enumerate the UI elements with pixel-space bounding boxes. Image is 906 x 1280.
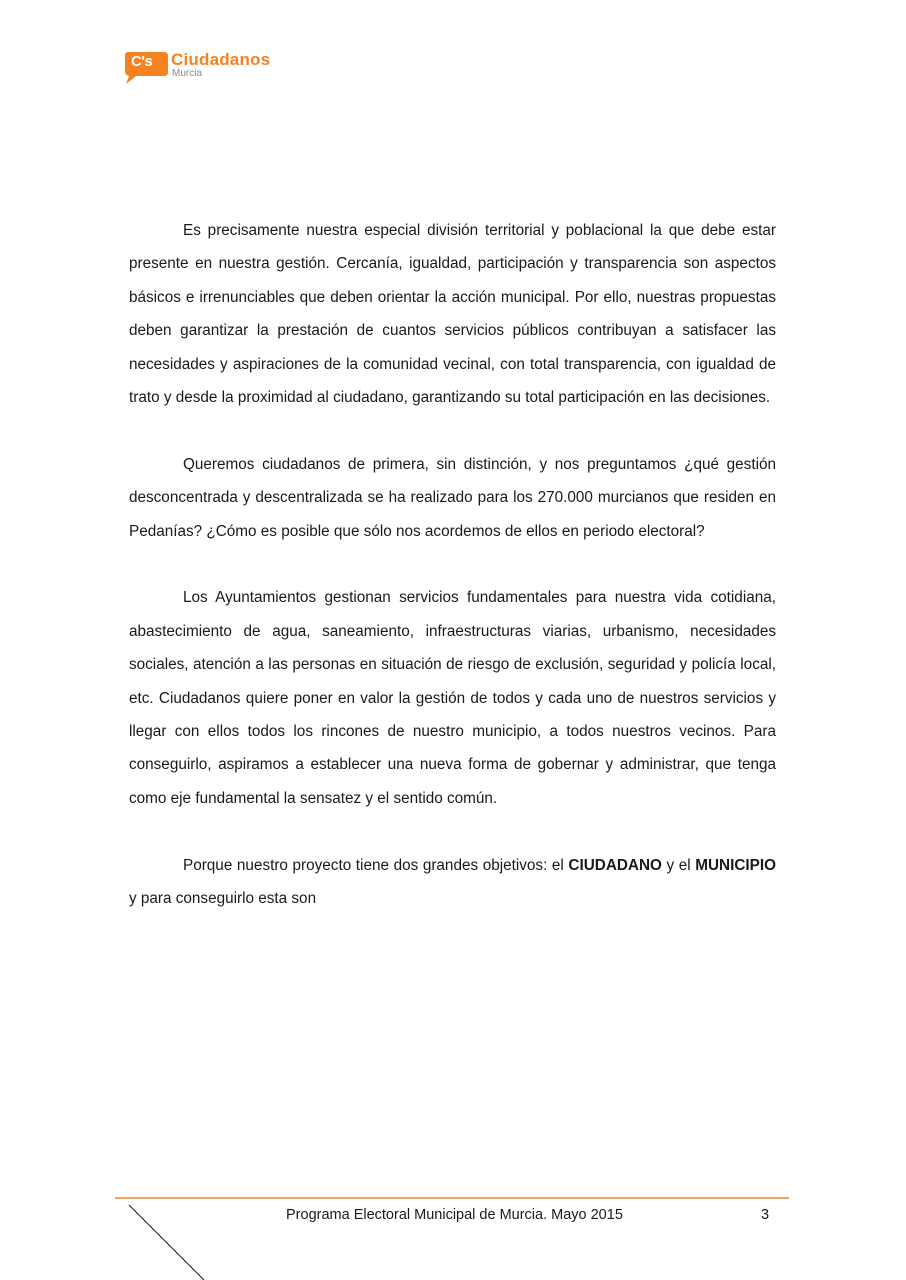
- footer-text: Programa Electoral Municipal de Murcia. Mayo 2015: [286, 1207, 623, 1223]
- logo-subtitle: Murcia: [172, 68, 203, 79]
- paragraph-4-part-2: y el: [661, 856, 696, 874]
- page-number: 3: [761, 1207, 770, 1223]
- paragraph-1: Es precisamente nuestra especial división territorial y poblacional la que debe estar presente en nuestra gestión. Cercanía, igualdad, participación y transparencia son aspectos básicos e irrenunciables que deben orientar la acción municipal. Por ello, nuestras propuestas deben garantizar la prestación de cuantos servicios públicos contribuyan a satisfacer las necesidades y aspiraciones de la comunidad vecinal, con total transparencia, con igualdad de trato y desde la proximidad al ciudadano, garantizando su total participación en las decisiones.: [129, 222, 776, 407]
- paragraph-3: Los Ayuntamientos gestionan servicios fundamentales para nuestra vida cotidiana, abastecimiento de agua, saneamiento, infraestructuras viarias, urbanismo, necesidades sociales, atención a las personas en situación de riesgo de exclusión, seguridad y policía local, etc. Ciudadanos quiere poner en valor la gestión de todos y cada uno de nuestros servicios y llegar con ellos todos los rincones de nuestro municipio, a todos nuestros vecinos. Para conseguirlo, aspiramos a establecer una nueva forma de gobernar y administrar, que tenga como eje fundamental la sensatez y el sentido común.: [129, 589, 776, 807]
- logo-mark: C's: [131, 53, 153, 70]
- paragraph-2: Queremos ciudadanos de primera, sin distinción, y nos preguntamos ¿qué gestión desconcentrada y descentralizada se ha realizado para los 270.000 murcianos que residen en Pedanías? ¿Cómo es posible que sólo nos acordemos de ellos en periodo electoral?: [129, 455, 776, 540]
- paragraph-4-part-3: y para conseguirlo esta son: [129, 890, 317, 908]
- bold-municipio: MUNICIPIO: [695, 856, 776, 874]
- bold-ciudadano: CIUDADANO: [568, 856, 662, 874]
- logo-name: Ciudadanos: [171, 50, 271, 69]
- paragraph-4-part-1: Porque nuestro proyecto tiene dos grandes objetivos: el: [183, 856, 569, 874]
